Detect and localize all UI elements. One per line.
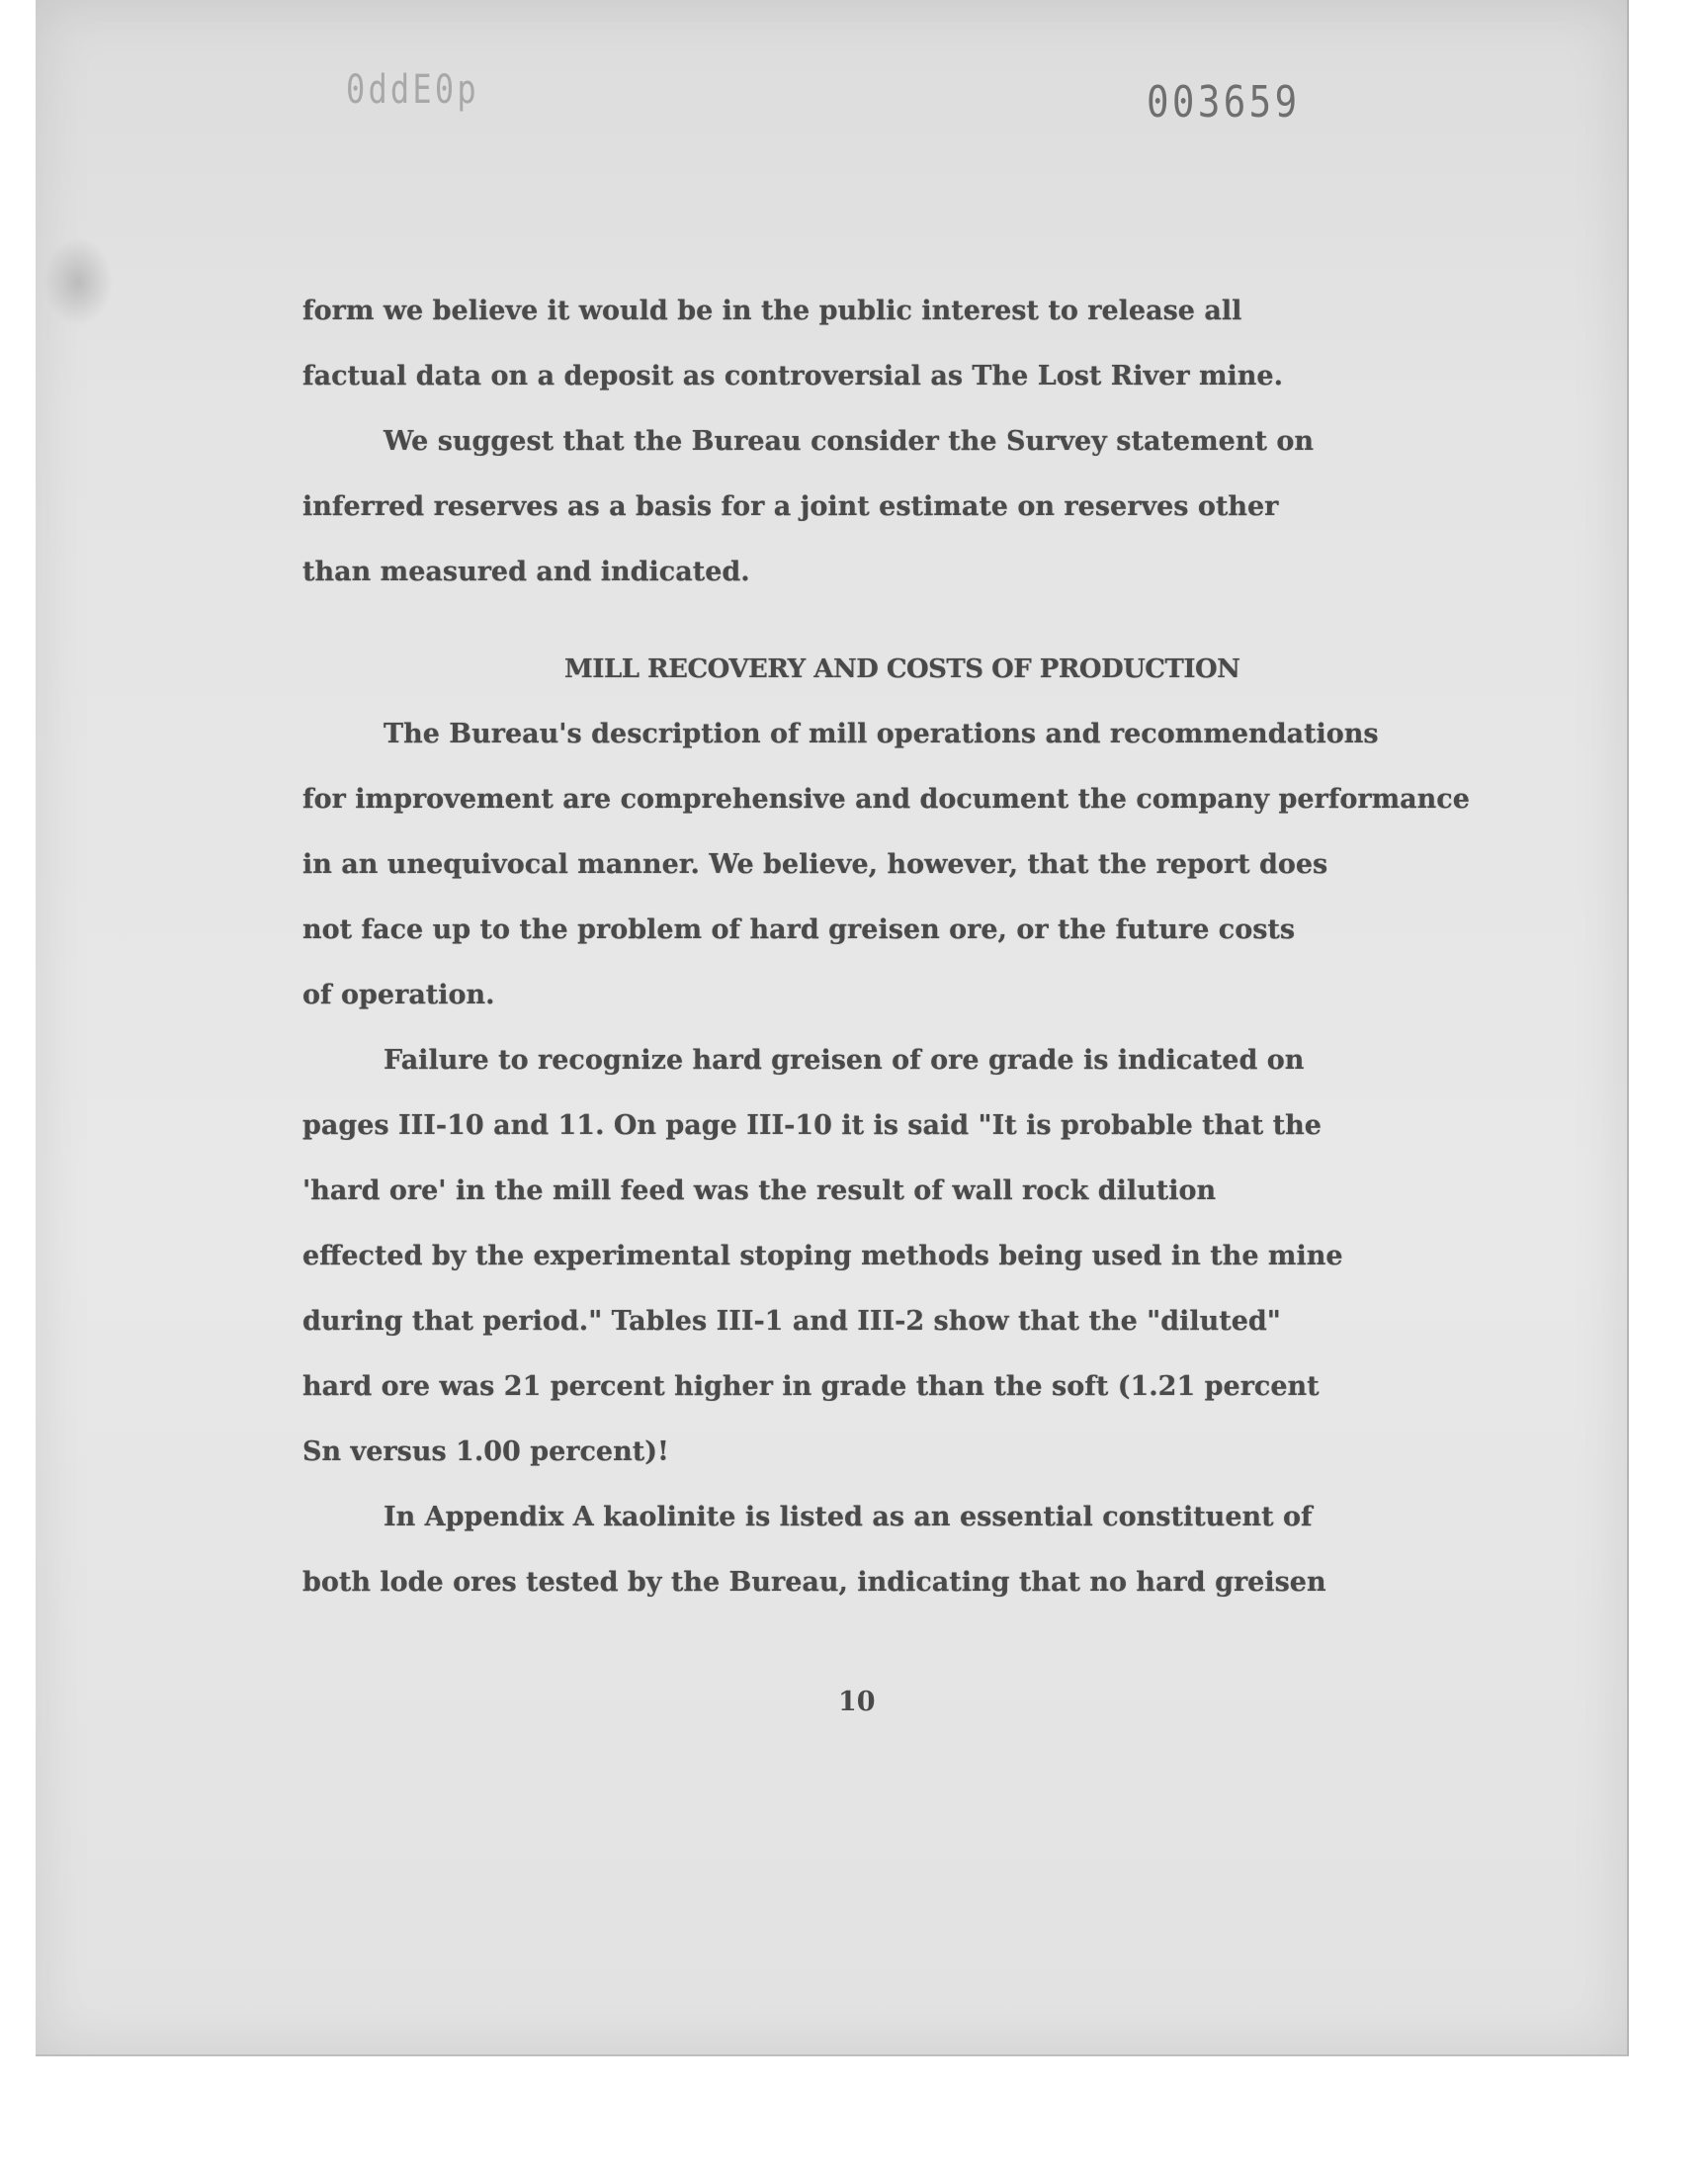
text-line: inferred reserves as a basis for a joint estimate on reserves other: [302, 491, 1279, 522]
text-line: during that period." Tables III-1 and III-2 show that the "diluted": [302, 1306, 1281, 1337]
text-line: not face up to the problem of hard greisen ore, or the future costs: [302, 914, 1296, 945]
text-line: pages III-10 and 11. On page III-10 it is said "It is probable that the: [302, 1110, 1322, 1141]
text-line: hard ore was 21 percent higher in grade than the soft (1.21 percent: [302, 1371, 1320, 1402]
text-line: The Bureau's description of mill operations and recommendations: [384, 719, 1379, 749]
faded-stamp-number: 0ddE0p: [346, 67, 479, 113]
document-stamp-number: 003659: [1147, 77, 1301, 128]
section-heading: MILL RECOVERY AND COSTS OF PRODUCTION: [564, 654, 1240, 684]
text-line: for improvement are comprehensive and document the company performance: [302, 784, 1470, 815]
text-line: We suggest that the Bureau consider the Survey statement on: [384, 426, 1314, 457]
page-number: 10: [838, 1687, 876, 1717]
document-page: [36, 0, 1629, 2056]
paragraph: [302, 1485, 1508, 1615]
paragraph: [302, 702, 1508, 1028]
page-smudge: [43, 237, 113, 326]
text-line: Failure to recognize hard greisen of ore grade is indicated on: [384, 1045, 1305, 1076]
text-line: 'hard ore' in the mill feed was the result of wall rock dilution: [302, 1175, 1217, 1206]
paragraph: [302, 1028, 1508, 1485]
text-line: in an unequivocal manner. We believe, however, that the report does: [302, 849, 1328, 880]
text-line: In Appendix A kaolinite is listed as an essential constituent of: [384, 1502, 1313, 1532]
body-text: [302, 279, 1508, 1615]
paragraph: [302, 279, 1508, 409]
text-line: Sn versus 1.00 percent)!: [302, 1436, 669, 1467]
text-line: than measured and indicated.: [302, 557, 750, 587]
text-line: effected by the experimental stoping methods being used in the mine: [302, 1241, 1343, 1271]
text-line: of operation.: [302, 980, 495, 1010]
text-line: factual data on a deposit as controversial as The Lost River mine.: [302, 361, 1284, 392]
paragraph: [302, 409, 1508, 605]
text-line: form we believe it would be in the public interest to release all: [302, 296, 1242, 326]
text-line: both lode ores tested by the Bureau, indicating that no hard greisen: [302, 1567, 1326, 1598]
